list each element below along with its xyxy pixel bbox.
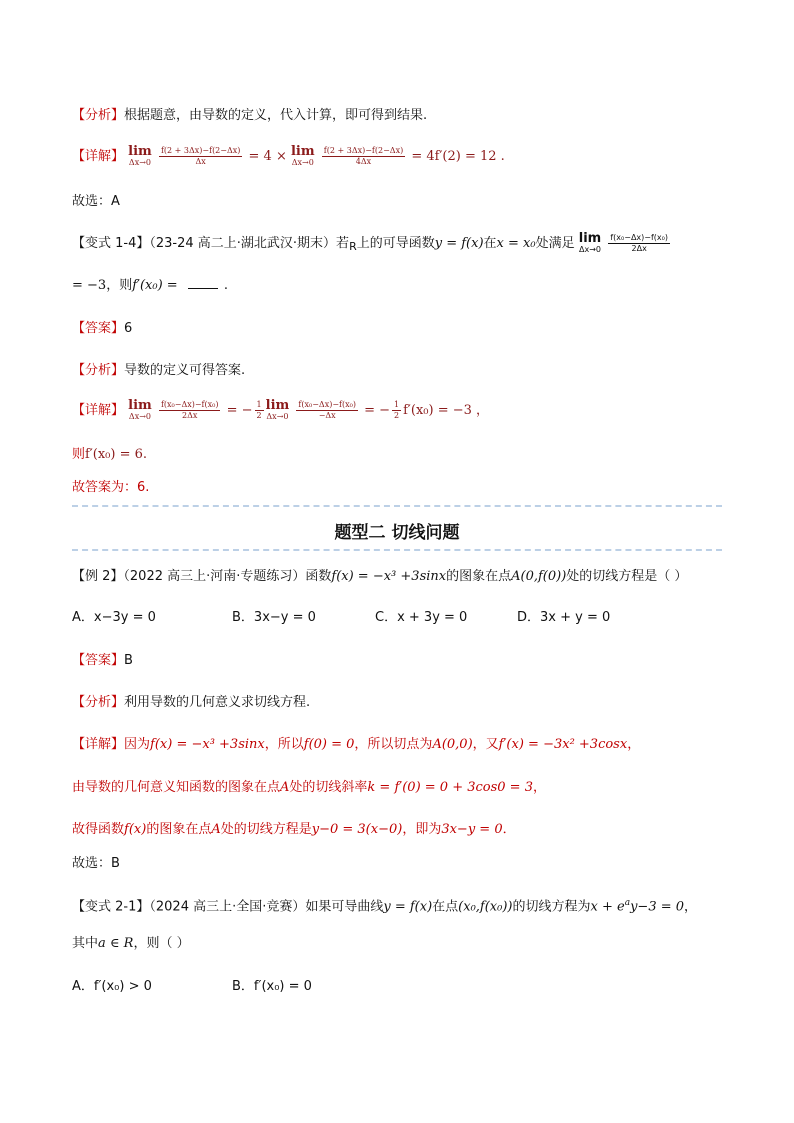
answer-1: 【答案】6 [72,321,133,336]
solution-3-line-1: 【详解】因为f(x) = −x³ +3sinx，所以f(0) = 0，所以切点为A(0,0)，又f′(x) = −3x² +3cosx， [72,737,641,752]
select-1: 故选：A [72,194,120,209]
variant-2-1: 【变式 2-1】（2024 高三上·全国·竞赛）如果可导曲线y = f(x)在点(x₀,f(x₀))的切线方程为$x + e^ay-3 = 0$， [72,898,698,915]
example-2-options [72,609,610,627]
example-2: 【例 2】（2022 高三上·河南·专题练习）函数f(x) = −x³ +3sinx的图象在点A(0,f(0))处的切线方程是（ ） [72,569,688,584]
then-line: 则f′(x₀) = 6. [72,447,148,462]
limit-operator: lim Δx→0 [578,230,602,254]
solution-expr: lim Δx→0 $\frac{f(2 + 3\Delta x)-f(2-\Delta x)}{\Delta x}$ = 4 × lim Δx→0 $\frac{f(2 + 3\Delta x)-f(2-\Delta x)}{4\Delta x}$ = 4f′(2) = 12 . [128,143,505,167]
analysis-text: 根据题意，由导数的定义，代入计算，即可得到结果. [124,108,428,123]
limit-operator: lim Δx→0 [128,143,152,167]
fraction: $\frac{\text{f(x₀−Δx)−f(x₀)}}{2\Delta x}$ [160,400,219,420]
solution-3-line-3: 故得函数f(x)的图象在点A处的切线方程是y−0 = 3(x−0)，即为3x−y = 0． [72,822,516,837]
option-a: A．f′(x₀) > 0 [72,979,152,994]
option-b: B．3x−y = 0 [232,610,316,625]
answer-2: 【答案】B [72,653,133,668]
fraction: $\frac{\text{f(x₀−Δx)−f(x₀)}}{-\Delta x}$ [298,400,356,420]
fraction-half: $\frac{1}{2}$ [256,400,262,420]
limit-operator: lim Δx→0 [128,397,152,421]
option-a: A．x−3y = 0 [72,610,156,625]
section-heading: 题型二 切线问题 [334,523,460,543]
answer-blank [188,288,218,289]
analysis-2: 【分析】导数的定义可得答案. [72,363,246,378]
analysis-1 [72,107,427,125]
divider-bottom [72,549,722,551]
analysis-tag: 【分析】 [72,108,125,123]
select-3: 故选：B [72,856,120,871]
divider-top [72,505,722,507]
solution-3-line-2: 由导数的几何意义知函数的图象在点A处的切线斜率k = f′(0) = 0 + 3cos0 = 3， [72,780,546,795]
fraction: $\frac{f(2 + 3\Delta x)-f(2-\Delta x)}{4\Delta x}$ [323,146,404,166]
solution-tag: 【详解】 [72,149,125,164]
variant-2-1-options [72,978,312,996]
analysis-3: 【分析】利用导数的几何意义求切线方程. [72,695,311,710]
option-d: D．3x + y = 0 [517,610,611,625]
limit-operator: lim Δx→0 [290,143,315,167]
solution-2: 【详解】 lim Δx→0 $\frac{\text{f(x₀−Δx)−f(x₀)}}{2\Delta x}$ = − $\frac{1}{2}$ lim Δx→0 $\frac{\text{f(x₀−Δx)−f(x₀)}}{-\Delta x}$ = − $\frac{1}{2}$ f′(x₀) = −3 ， [72,397,490,421]
variant-1-4-cont: = −3，则f′(x₀) = . [72,278,228,293]
option-b: B．f′(x₀) = 0 [232,979,312,994]
variant-2-1-cont: 其中a ∈ R，则（ ） [72,936,190,951]
fraction: $\frac{\text{f(x₀−Δx)−f(x₀)}}{2\Delta x}$ [610,233,668,253]
solution-1 [72,142,505,172]
fraction: $\frac{f(2 + 3\Delta x)-f(2-\Delta x)}{\Delta x}$ [160,146,241,166]
fraction-half: $\frac{1}{2}$ [394,400,400,420]
option-c: C．x + 3y = 0 [375,610,468,625]
variant-1-4: 【变式 1-4】（23-24 高二上·湖北武汉·期末）若$_R$上的可导函数y = f(x)在x = x₀处满足 lim Δx→0 $\frac{\text{f(x₀−Δx)−f(x₀)}}{2\Delta x}$ [72,230,668,254]
final-answer: 故答案为：6. [72,480,150,495]
limit-operator: lim Δx→0 [265,397,290,421]
